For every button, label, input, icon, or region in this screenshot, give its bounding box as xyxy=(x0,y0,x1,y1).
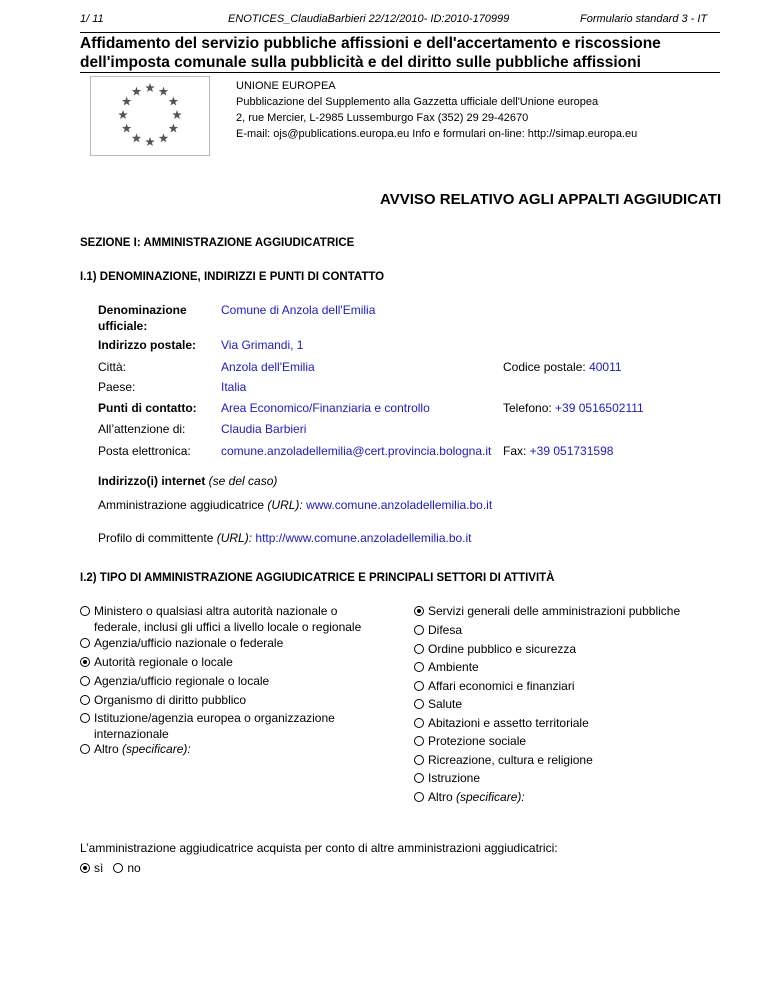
left-option[interactable] xyxy=(80,692,246,708)
address-label: Indirizzo postale: xyxy=(98,338,197,352)
internet-heading: Indirizzo(i) internet (se del caso) xyxy=(98,474,278,488)
star-icon xyxy=(145,83,155,92)
option-label: Altro (specificare): xyxy=(428,790,525,804)
eu-publication-block xyxy=(236,78,637,142)
option-label: Ambiente xyxy=(428,660,479,674)
country-value: Italia xyxy=(221,380,247,394)
section-i2-title: I.2) TIPO DI AMMINISTRAZIONE AGGIUDICATRICE E PRINCIPALI SETTORI DI ATTIVITÀ xyxy=(80,572,555,584)
radio-button[interactable] xyxy=(80,676,90,686)
fax-value: +39 051731598 xyxy=(529,444,614,458)
denomination-value: Comune di Anzola dell'Emilia xyxy=(221,303,376,317)
buyer-profile-row: Profilo di committente (URL): http://www.comune.anzoladellemilia.bo.it xyxy=(98,531,472,545)
purchase-answer xyxy=(80,860,141,876)
radio-button[interactable] xyxy=(80,695,90,705)
option-label: Istituzione/agenzia europea o organizzazione internazionale xyxy=(94,711,335,741)
radio-button[interactable] xyxy=(414,736,424,746)
star-icon xyxy=(122,124,132,133)
page-number: 1/ 11 xyxy=(80,13,104,25)
denomination-label: Denominazione ufficiale: xyxy=(98,303,187,333)
section-i-title: SEZIONE I: AMMINISTRAZIONE AGGIUDICATRICE xyxy=(80,237,355,249)
attention-value: Claudia Barbieri xyxy=(221,422,307,436)
option-label: Istruzione xyxy=(428,771,481,785)
eu-address: 2, rue Mercier, L-2985 Lussemburgo Fax (352) 29 29-42670 xyxy=(236,112,529,124)
option-label: Salute xyxy=(428,697,463,711)
radio-button[interactable] xyxy=(80,657,90,667)
star-icon xyxy=(172,110,182,119)
yes-radio[interactable] xyxy=(80,863,90,873)
attention-label: All’attenzione di: xyxy=(98,422,186,436)
option-label: Ministero o qualsiasi altra autorità nazionale o federale, inclusi gli uffici a livello locale o regionale xyxy=(94,604,362,634)
right-option[interactable] xyxy=(414,715,589,731)
star-icon xyxy=(118,110,128,119)
buyer-profile-link[interactable]: http://www.comune.anzoladellemilia.bo.it xyxy=(252,531,472,545)
email-label: Posta elettronica: xyxy=(98,444,191,458)
eu-contacts: E-mail: ojs@publications.europa.eu Info e formulari on-line: http://simap.europa.eu xyxy=(236,128,638,140)
radio-button[interactable] xyxy=(414,662,424,672)
contact-point-value: Area Economico/Finanziaria e controllo xyxy=(221,401,430,415)
right-option[interactable] xyxy=(414,603,680,619)
eu-publication: Pubblicazione del Supplemento alla Gazzetta ufficiale dell'Unione europea xyxy=(236,96,599,108)
star-icon xyxy=(169,124,179,133)
phone-value: +39 0516502111 xyxy=(555,401,644,415)
left-option[interactable] xyxy=(80,741,191,757)
radio-button[interactable] xyxy=(414,644,424,654)
eu-name: UNIONE EUROPEA xyxy=(236,80,336,92)
no-label: no xyxy=(127,861,141,875)
option-label: Ordine pubblico e sicurezza xyxy=(428,642,577,656)
radio-button[interactable] xyxy=(414,699,424,709)
city-value: Anzola dell'Emilia xyxy=(221,360,315,374)
right-option[interactable] xyxy=(414,696,462,712)
right-option[interactable] xyxy=(414,641,576,657)
option-label: Difesa xyxy=(428,623,463,637)
star-icon xyxy=(132,133,142,142)
option-label: Servizi generali delle amministrazioni pubbliche xyxy=(428,604,681,618)
option-label: Altro (specificare): xyxy=(94,742,191,756)
eu-flag-icon xyxy=(90,76,210,156)
postcode-value: 40011 xyxy=(589,360,622,374)
star-icon xyxy=(159,87,169,96)
no-radio[interactable] xyxy=(113,863,123,873)
right-option[interactable] xyxy=(414,752,593,768)
title-rule xyxy=(80,72,720,73)
option-label: Autorità regionale o locale xyxy=(94,655,233,669)
radio-button[interactable] xyxy=(414,625,424,635)
option-label: Agenzia/ufficio nazionale o federale xyxy=(94,636,284,650)
fax: Fax: +39 051731598 xyxy=(503,444,614,458)
right-option[interactable] xyxy=(414,659,479,675)
left-option[interactable] xyxy=(80,654,233,670)
authority-url-row: Amministrazione aggiudicatrice (URL): www.comune.anzoladellemilia.bo.it xyxy=(98,498,493,512)
right-option[interactable] xyxy=(414,770,480,786)
section-i1-title: I.1) DENOMINAZIONE, INDIRIZZI E PUNTI DI CONTATTO xyxy=(80,271,385,283)
left-option[interactable] xyxy=(80,603,361,635)
star-icon xyxy=(169,97,179,106)
radio-button[interactable] xyxy=(414,606,424,616)
radio-button[interactable] xyxy=(414,755,424,765)
radio-button[interactable] xyxy=(414,792,424,802)
left-option[interactable] xyxy=(80,673,269,689)
doc-id: ENOTICES_ClaudiaBarbieri 22/12/2010- ID:2010-170999 xyxy=(228,13,510,25)
header-rule xyxy=(80,32,720,33)
left-option[interactable] xyxy=(80,635,283,651)
option-label: Ricreazione, cultura e religione xyxy=(428,753,593,767)
radio-button[interactable] xyxy=(414,718,424,728)
radio-button[interactable] xyxy=(80,638,90,648)
right-option[interactable] xyxy=(414,678,575,694)
city-label: Città: xyxy=(98,360,127,374)
star-icon xyxy=(159,133,169,142)
radio-button[interactable] xyxy=(414,681,424,691)
option-label: Protezione sociale xyxy=(428,734,527,748)
yes-label: sì xyxy=(94,861,104,875)
radio-button[interactable] xyxy=(80,606,90,616)
right-option[interactable] xyxy=(414,622,462,638)
purchase-question: L’amministrazione aggiudicatrice acquista per conto di altre amministrazioni aggiudicatrici: xyxy=(80,841,558,855)
contact-point-label: Punti di contatto: xyxy=(98,401,197,415)
address-value: Via Grimandi, 1 xyxy=(221,338,304,352)
star-icon xyxy=(145,137,155,146)
right-option[interactable] xyxy=(414,733,526,749)
star-icon xyxy=(132,87,142,96)
option-label: Agenzia/ufficio regionale o locale xyxy=(94,674,270,688)
option-label: Organismo di diritto pubblico xyxy=(94,693,247,707)
radio-button[interactable] xyxy=(80,744,90,754)
document-title: Affidamento del servizio pubbliche affissioni e dell'accertamento e riscossione dell'imposta comunale sulla pubblicità e del diritto sulle pubbliche affissioni xyxy=(80,35,661,71)
authority-url-link[interactable]: www.comune.anzoladellemilia.bo.it xyxy=(302,498,493,512)
option-label: Affari economici e finanziari xyxy=(428,679,575,693)
option-label: Abitazioni e assetto territoriale xyxy=(428,716,589,730)
form-name: Formulario standard 3 - IT xyxy=(580,13,708,25)
postcode: Codice postale: 40011 xyxy=(503,360,622,374)
star-icon xyxy=(122,97,132,106)
left-option[interactable] xyxy=(80,710,335,742)
right-option[interactable] xyxy=(414,789,525,805)
email-value[interactable]: comune.anzoladellemilia@cert.provincia.bologna.it xyxy=(221,444,492,458)
notice-title: AVVISO RELATIVO AGLI APPALTI AGGIUDICATI xyxy=(380,191,722,208)
radio-button[interactable] xyxy=(414,773,424,783)
radio-button[interactable] xyxy=(80,713,90,723)
phone: Telefono: +39 0516502111 xyxy=(503,401,644,415)
country-label: Paese: xyxy=(98,380,136,394)
